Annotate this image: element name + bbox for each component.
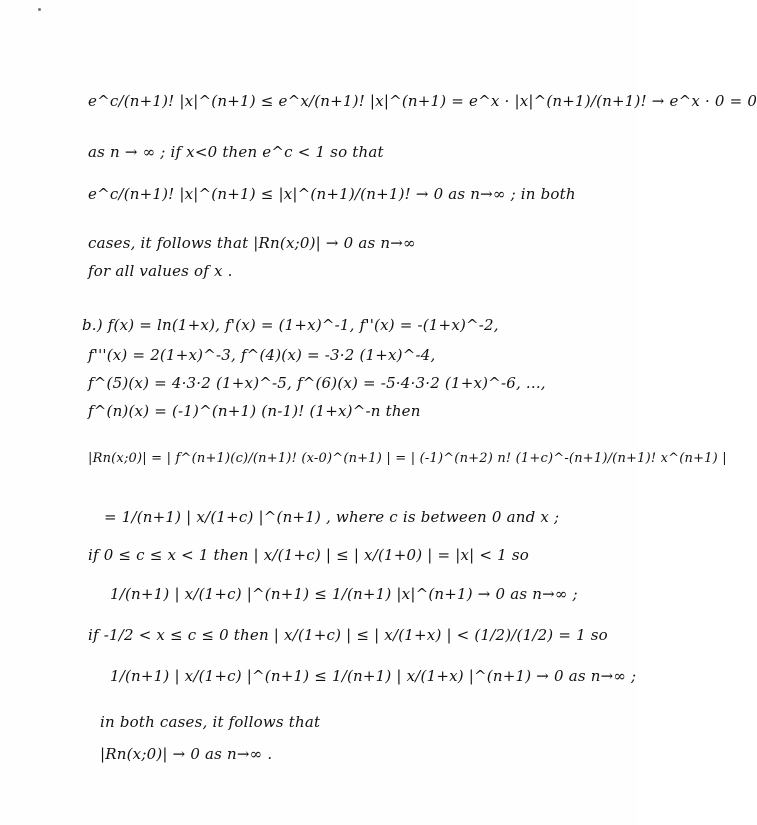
line-5: for all values of x .	[88, 262, 233, 280]
line-10: |Rn(x;0)| = | f^(n+1)(c)/(n+1)! (x-0)^(n+1) | = | (-1)^(n+2) n! (1+c)^-(n+1)/(n+1)! x^(n+1) |	[88, 451, 727, 466]
line-12: if 0 ≤ c ≤ x < 1 then | x/(1+c) | ≤ | x/(1+0) | = |x| < 1 so	[88, 546, 529, 564]
line-11: = 1/(n+1) | x/(1+c) |^(n+1) , where c is between 0 and x ;	[104, 508, 560, 526]
line-2: as n → ∞ ; if x<0 then e^c < 1 so that	[88, 143, 384, 161]
line-7: f'''(x) = 2(1+x)^-3, f^(4)(x) = -3·2 (1+x)^-4,	[88, 346, 436, 364]
line-1: e^c/(n+1)! |x|^(n+1) ≤ e^x/(n+1)! |x|^(n+1) = e^x · |x|^(n+1)/(n+1)! → e^x · 0 = 0	[88, 92, 757, 110]
line-13: 1/(n+1) | x/(1+c) |^(n+1) ≤ 1/(n+1) |x|^(n+1) → 0 as n→∞ ;	[110, 585, 578, 603]
line-3: e^c/(n+1)! |x|^(n+1) ≤ |x|^(n+1)/(n+1)! → 0 as n→∞ ; in both	[88, 185, 576, 203]
line-8: f^(5)(x) = 4·3·2 (1+x)^-5, f^(6)(x) = -5·4·3·2 (1+x)^-6, ...,	[88, 374, 546, 392]
line-16: in both cases, it follows that	[100, 713, 321, 731]
line-6: b.) f(x) = ln(1+x), f'(x) = (1+x)^-1, f''(x) = -(1+x)^-2,	[82, 316, 499, 334]
line-17: |Rn(x;0)| → 0 as n→∞ .	[100, 745, 273, 763]
line-4: cases, it follows that |Rn(x;0)| → 0 as n→∞	[88, 234, 416, 252]
page-mark	[38, 8, 41, 11]
line-9: f^(n)(x) = (-1)^(n+1) (n-1)! (1+x)^-n then	[88, 402, 421, 420]
line-14: if -1/2 < x ≤ c ≤ 0 then | x/(1+c) | ≤ | x/(1+x) | < (1/2)/(1/2) = 1 so	[88, 626, 608, 644]
line-15: 1/(n+1) | x/(1+c) |^(n+1) ≤ 1/(n+1) | x/(1+x) |^(n+1) → 0 as n→∞ ;	[110, 667, 637, 685]
